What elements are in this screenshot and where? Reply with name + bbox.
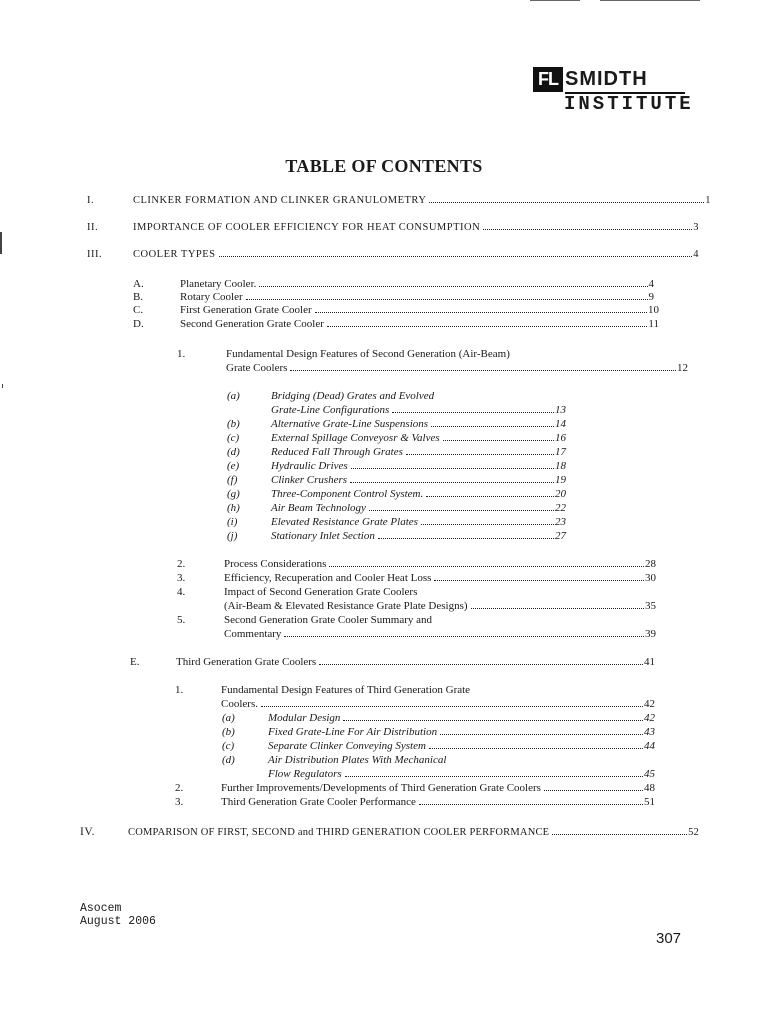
entry-title: Air Beam Technology xyxy=(271,502,366,514)
entry-title: COMPARISON OF FIRST, SECOND and THIRD GENERATION COOLER PERFORMANCE xyxy=(128,827,550,838)
entry-page: 17 xyxy=(555,446,566,458)
entry-page: 22 xyxy=(555,502,566,514)
item-number: 3. xyxy=(175,796,184,808)
entry-title: Third Generation Grate Coolers xyxy=(176,656,317,668)
toc-entry-fall-through xyxy=(271,446,566,459)
scan-edge-line xyxy=(530,0,580,1)
entry-title-line: Air Distribution Plates With Mechanical xyxy=(268,754,447,766)
entry-page: 14 xyxy=(555,418,566,430)
page-number: 307 xyxy=(656,930,682,947)
entry-page: 18 xyxy=(555,460,566,472)
logo-smidth-text: SMIDTH xyxy=(565,68,648,90)
flsmidth-institute-logo xyxy=(533,64,694,116)
entry-page: 52 xyxy=(688,827,699,838)
entry-page: 10 xyxy=(648,304,659,316)
entry-page: 42 xyxy=(644,712,655,724)
toc-entry-second-fundamentals xyxy=(226,362,688,375)
entry-page: 11 xyxy=(648,318,659,330)
entry-title-line: Fundamental Design Features of Second Generation (Air-Beam) xyxy=(226,348,510,360)
toc-entry-third-generation xyxy=(176,656,655,669)
toc-entry-third-improvements xyxy=(221,782,655,795)
item-number: 2. xyxy=(177,558,186,570)
section-number: IV. xyxy=(80,826,96,838)
subsection-letter: C. xyxy=(133,304,144,316)
footer-block xyxy=(80,902,156,928)
subitem-letter: (d) xyxy=(227,446,240,458)
toc-entry-second-generation xyxy=(180,318,659,331)
entry-title: Rotary Cooler xyxy=(180,291,243,303)
toc-entry-section-3 xyxy=(133,248,699,261)
entry-title: (Air-Beam & Elevated Resistance Grate Plate Designs) xyxy=(224,600,468,612)
toc-entry-process-considerations xyxy=(224,558,656,571)
entry-title: Further Improvements/Developments of Third Generation Grate Coolers xyxy=(221,782,541,794)
entry-title: Modular Design xyxy=(268,712,341,724)
entry-title: Elevated Resistance Grate Plates xyxy=(271,516,418,528)
toc-entry-planetary-cooler xyxy=(180,278,654,291)
entry-page: 35 xyxy=(645,600,656,612)
section-number: I. xyxy=(87,195,95,206)
entry-title: Efficiency, Recuperation and Cooler Heat Loss xyxy=(224,572,432,584)
entry-page: 4 xyxy=(648,278,654,290)
entry-title-line: Second Generation Grate Cooler Summary and xyxy=(224,614,433,626)
entry-page: 27 xyxy=(555,530,566,542)
subitem-letter: (a) xyxy=(227,390,240,402)
scan-edge-mark xyxy=(0,232,2,254)
entry-page: 43 xyxy=(644,726,655,738)
subsection-letter: E. xyxy=(130,656,140,668)
entry-title: Planetary Cooler. xyxy=(180,278,257,290)
item-number: 2. xyxy=(175,782,184,794)
toc-entry-section-4 xyxy=(128,826,699,839)
entry-page: 3 xyxy=(693,222,699,233)
entry-title: COOLER TYPES xyxy=(133,249,216,260)
footer-org: Asocem xyxy=(80,902,122,915)
item-number: 3. xyxy=(177,572,186,584)
entry-page: 45 xyxy=(644,768,655,780)
toc-entry-modular-design xyxy=(268,712,655,725)
scan-dust-mark xyxy=(2,384,3,388)
entry-title-line: Impact of Second Generation Grate Coolers xyxy=(224,586,418,598)
item-number: 1. xyxy=(177,348,186,360)
entry-title: Stationary Inlet Section xyxy=(271,530,375,542)
section-number: III. xyxy=(87,249,103,260)
entry-page: 12 xyxy=(677,362,688,374)
entry-page: 48 xyxy=(644,782,655,794)
entry-title-line: Fundamental Design Features of Third Generation Grate xyxy=(221,684,471,696)
entry-title: Flow Regulators xyxy=(268,768,342,780)
toc-entry-second-summary xyxy=(224,628,656,641)
toc-entry-control-system xyxy=(271,488,566,501)
toc-entry-spillage-conveyors xyxy=(271,432,566,445)
entry-title: IMPORTANCE OF COOLER EFFICIENCY FOR HEAT CONSUMPTION xyxy=(133,222,481,233)
entry-page: 28 xyxy=(645,558,656,570)
entry-title: Hydraulic Drives xyxy=(271,460,348,472)
entry-page: 4 xyxy=(693,249,699,260)
subsection-letter: A. xyxy=(133,278,144,290)
item-number: 4. xyxy=(177,586,186,598)
subitem-letter: (d) xyxy=(222,754,235,766)
entry-title: Commentary xyxy=(224,628,282,640)
toc-entry-third-fundamentals xyxy=(221,698,655,711)
entry-title: Grate Coolers xyxy=(226,362,288,374)
section-number: II. xyxy=(87,222,99,233)
entry-title: External Spillage Conveyosr & Valves xyxy=(271,432,440,444)
entry-page: 41 xyxy=(644,656,655,668)
subitem-letter: (e) xyxy=(227,460,240,472)
subitem-letter: (h) xyxy=(227,502,240,514)
entry-page: 51 xyxy=(644,796,655,808)
item-number: 5. xyxy=(177,614,186,626)
subitem-letter: (j) xyxy=(227,530,238,542)
item-number: 1. xyxy=(175,684,184,696)
toc-entry-flow-regulators xyxy=(268,768,655,781)
subitem-letter: (c) xyxy=(227,432,240,444)
toc-entry-first-generation xyxy=(180,304,659,317)
subitem-letter: (f) xyxy=(227,474,238,486)
toc-entry-section-2 xyxy=(133,221,699,234)
entry-title: Separate Clinker Conveying System xyxy=(268,740,426,752)
entry-page: 1 xyxy=(705,195,711,206)
toc-title: TABLE OF CONTENTS xyxy=(285,156,483,176)
entry-title: Fixed Grate-Line For Air Distribution xyxy=(268,726,438,738)
toc-entry-hydraulic-drives xyxy=(271,460,566,473)
toc-entry-section-1 xyxy=(133,194,711,207)
entry-page: 9 xyxy=(648,291,654,303)
toc-entry-air-beam xyxy=(271,502,566,515)
subsection-letter: B. xyxy=(133,291,144,303)
entry-title: Reduced Fall Through Grates xyxy=(271,446,403,458)
entry-title-line: Bridging (Dead) Grates and Evolved xyxy=(271,390,435,402)
subitem-letter: (b) xyxy=(222,726,235,738)
toc-entry-clinker-conveying xyxy=(268,740,655,753)
toc-entry-clinker-crushers xyxy=(271,474,566,487)
subitem-letter: (a) xyxy=(222,712,235,724)
entry-title: Third Generation Grate Cooler Performance xyxy=(221,796,416,808)
entry-title: First Generation Grate Cooler xyxy=(180,304,312,316)
toc-entry-efficiency xyxy=(224,572,656,585)
subitem-letter: (c) xyxy=(222,740,235,752)
toc-entry-bridging-grates xyxy=(271,404,566,417)
scan-edge-line xyxy=(600,0,700,1)
entry-title: Grate-Line Configurations xyxy=(271,404,390,416)
entry-page: 39 xyxy=(645,628,656,640)
entry-title: Process Considerations xyxy=(224,558,327,570)
toc-entry-third-performance xyxy=(221,796,655,809)
toc-entry-grate-plates xyxy=(271,516,566,529)
logo-institute-text: INSTITUTE xyxy=(564,93,694,115)
toc-entry-suspensions xyxy=(271,418,566,431)
entry-page: 42 xyxy=(644,698,655,710)
entry-title: Clinker Crushers xyxy=(271,474,348,486)
entry-page: 30 xyxy=(645,572,656,584)
entry-page: 13 xyxy=(555,404,566,416)
toc-entry-fixed-grate-line xyxy=(268,726,655,739)
entry-title: Coolers. xyxy=(221,698,258,710)
toc-entry-inlet-section xyxy=(271,530,566,543)
entry-title: Alternative Grate-Line Suspensions xyxy=(271,418,429,430)
entry-page: 20 xyxy=(555,488,566,500)
entry-page: 16 xyxy=(555,432,566,444)
footer-date: August 2006 xyxy=(80,915,156,928)
entry-page: 44 xyxy=(644,740,655,752)
entry-title: Second Generation Grate Cooler xyxy=(180,318,324,330)
toc-entry-second-impact xyxy=(224,600,656,613)
subsection-letter: D. xyxy=(133,318,144,330)
entry-page: 23 xyxy=(555,516,566,528)
toc-entry-rotary-cooler xyxy=(180,291,654,304)
entry-title: Three-Component Control System. xyxy=(271,488,424,500)
logo-fl-box: FL xyxy=(533,67,563,92)
subitem-letter: (g) xyxy=(227,488,240,500)
entry-title: CLINKER FORMATION AND CLINKER GRANULOMETRY xyxy=(133,195,427,206)
subitem-letter: (b) xyxy=(227,418,240,430)
entry-page: 19 xyxy=(555,474,566,486)
subitem-letter: (i) xyxy=(227,516,238,528)
